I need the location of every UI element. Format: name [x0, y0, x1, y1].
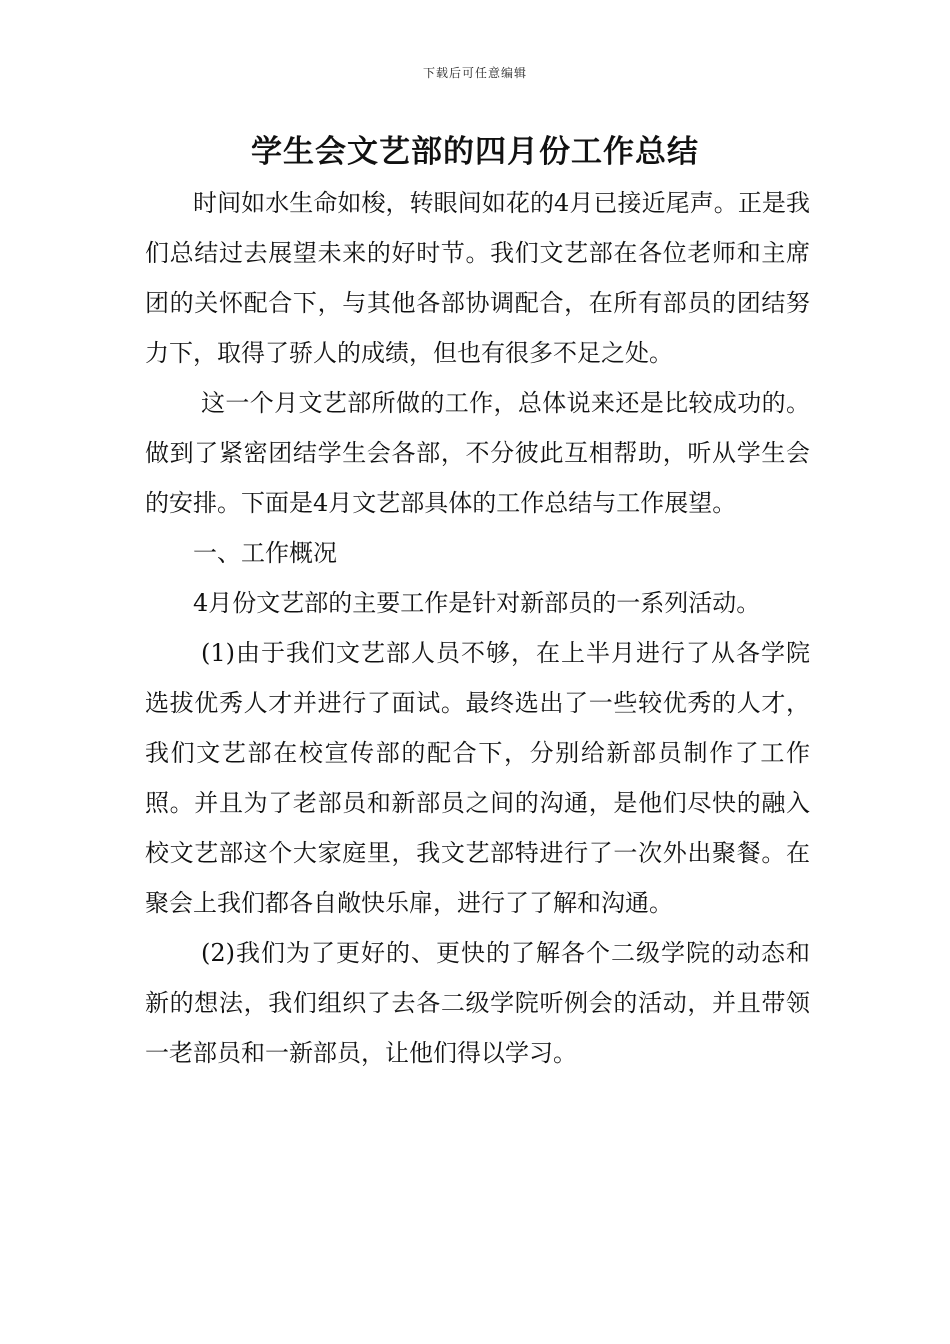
paragraph-item-1: (1)由于我们文艺部人员不够，在上半月进行了从各学院选拔优秀人才并进行了面试。最终选出了一些较优秀的人才，我们文艺部在校宣传部的配合下，分别给新部员制作了工作照。并且为了老部员和新部员之间的沟通，是他们尽快的融入校文艺部这个大家庭里，我文艺部特进行了一次外出聚餐。在聚会上我们都各自敞快乐扉，进行了了解和沟通。	[145, 639, 810, 917]
section-heading-overview: 一、工作概况	[193, 539, 337, 567]
paragraph-item-2: (2)我们为了更好的、更快的了解各个二级学院的动态和新的想法，我们组织了去各二级学院听例会的活动，并且带领一老部员和一新部员，让他们得以学习。	[145, 939, 810, 1067]
paragraph-intro: 时间如水生命如梭，转眼间如花的4月已接近尾声。正是我们总结过去展望未来的好时节。我们文艺部在各位老师和主席团的关怀配合下，与其他各部协调配合，在所有部员的团结努力下，取得了骄人的成绩，但也有很多不足之处。	[145, 189, 810, 367]
paragraph-overview: 4月份文艺部的主要工作是针对新部员的一系列活动。	[193, 589, 761, 617]
paragraph-summary: 这一个月文艺部所做的工作，总体说来还是比较成功的。做到了紧密团结学生会各部，不分彼此互相帮助，听从学生会的安排。下面是4月文艺部具体的工作总结与工作展望。	[145, 389, 810, 517]
document-body	[145, 178, 810, 1078]
header-note: 下载后可任意编辑	[422, 66, 527, 80]
document-title: 学生会文艺部的四月份工作总结	[251, 134, 699, 170]
